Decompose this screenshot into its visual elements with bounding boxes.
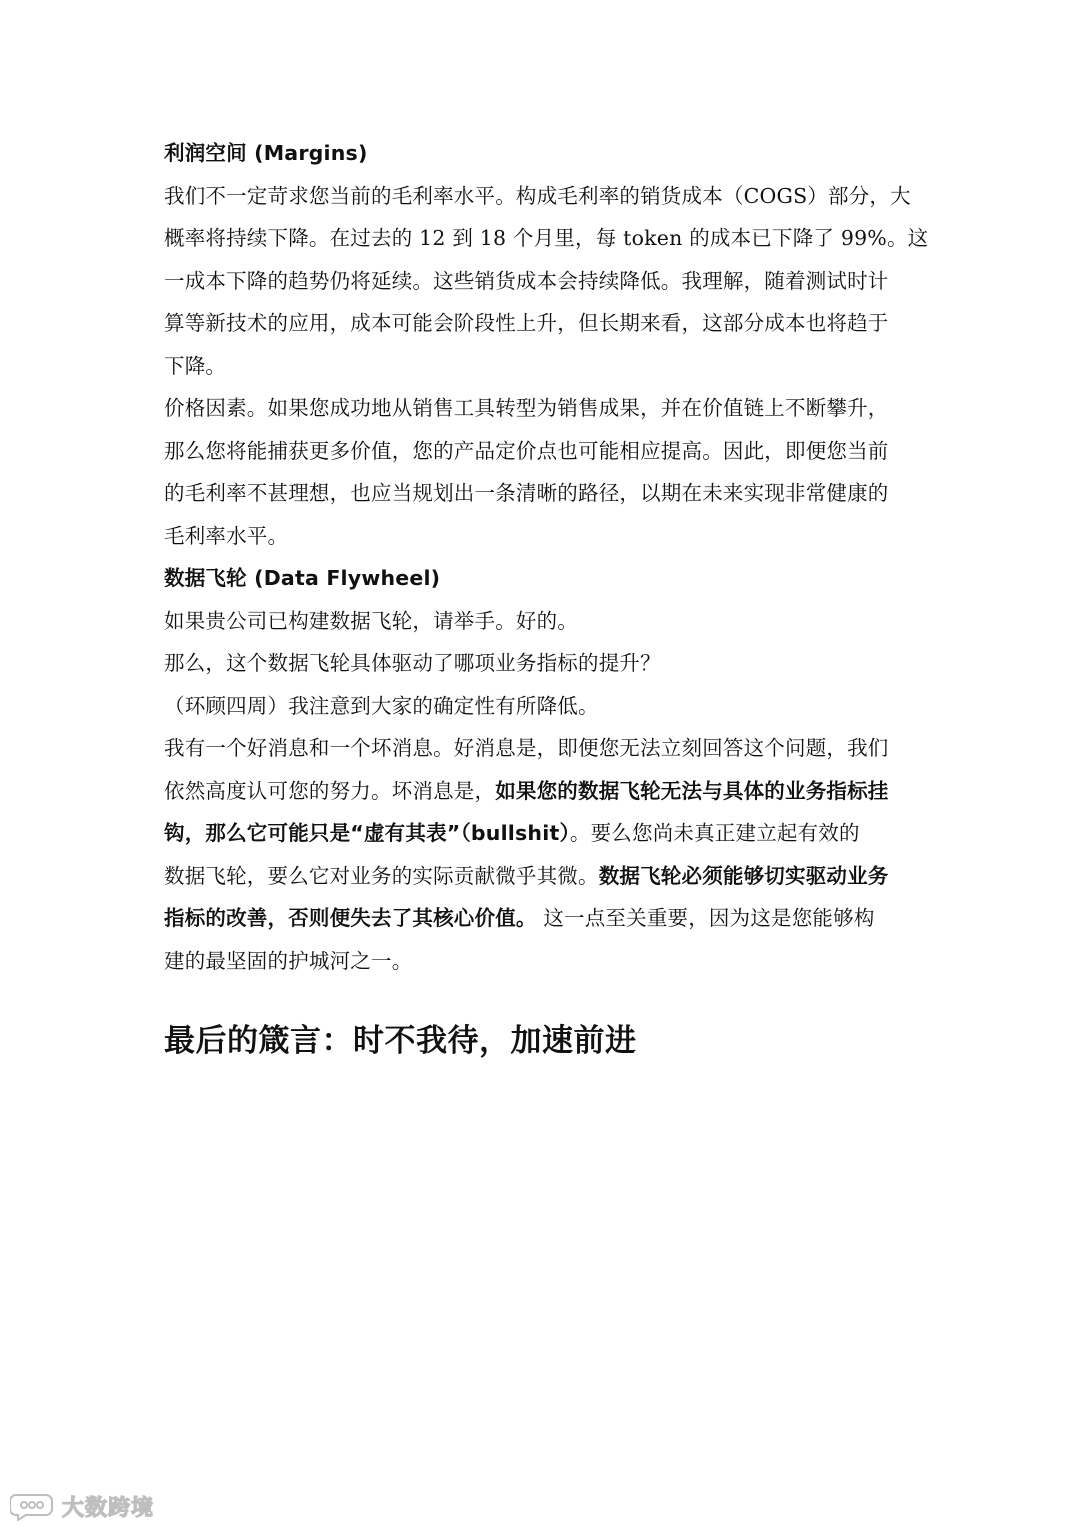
- paragraph-line-mixed: [164, 855, 924, 898]
- paragraph-line: 我们不一定苛求您当前的毛利率水平。构成毛利率的销货成本（COGS）部分，大: [164, 183, 911, 208]
- paragraph-line: 那么您将能捕获更多价值，您的产品定价点也可能相应提高。因此，即便您当前: [164, 438, 889, 463]
- watermark-text: 大数跨境: [62, 1495, 155, 1521]
- paragraph-line: 那么，这个数据飞轮具体驱动了哪项业务指标的提升？: [164, 651, 661, 675]
- paragraph-line-mixed: [164, 812, 924, 855]
- paragraph-line: 的毛利率不甚理想，也应当规划出一条清晰的路径，以期在未来实现非常健康的: [164, 481, 889, 505]
- document-page: [164, 132, 929, 1066]
- paragraph-line: 我有一个好消息和一个坏消息。好消息是，即便您无法立刻回答这个问题，我们: [164, 736, 889, 760]
- section-heading-margins: 利润空间 (Margins): [164, 141, 368, 165]
- paragraph-line: [164, 940, 924, 983]
- paragraph-line-mixed: [164, 897, 924, 940]
- section-heading-flywheel: 数据飞轮 (Data Flywheel): [164, 566, 441, 590]
- paragraph-line-mixed: [164, 770, 924, 813]
- paragraph-line: 概率将持续下降。在过去的 12 到 18 个月里，每 token 的成本已下降了 99%。这: [164, 226, 929, 250]
- final-heading: 最后的箴言：时不我待，加速前进: [164, 1023, 637, 1059]
- watermark: [10, 1490, 154, 1522]
- paragraph-line: 算等新技术的应用，成本可能会阶段性上升，但长期来看，这部分成本也将趋于: [164, 311, 889, 335]
- plain-text: 这一点至关重要，因为这是您能够构: [536, 906, 875, 930]
- bold-text: 如果您的数据飞轮无法与具体的业务指标挂: [495, 778, 889, 803]
- plain-text: 建的最坚固的护城河之一。: [164, 948, 413, 973]
- chat-bubble-logo-icon: [10, 1491, 56, 1521]
- paragraph-line: 价格因素。如果您成功地从销售工具转型为销售成果，并在价值链上不断攀升，: [164, 396, 889, 420]
- bold-text: 钩，那么它可能只是“虚有其表”（bullshit）: [164, 821, 570, 845]
- paragraph-line: 如果贵公司已构建数据飞轮，请举手。好的。: [164, 608, 578, 633]
- plain-text: 数据飞轮，要么它对业务的实际贡献微乎其微。: [164, 863, 599, 888]
- bold-text: 数据飞轮必须能够切实驱动业务: [598, 863, 889, 888]
- paragraph-line: 毛利率水平。: [164, 523, 289, 548]
- paragraph-line: 下降。: [164, 353, 227, 378]
- paragraph-line: 一成本下降的趋势仍将延续。这些销货成本会持续降低。我理解，随着测试时计: [164, 268, 889, 293]
- paragraph-line: （环顾四周）我注意到大家的确定性有所降低。: [164, 693, 599, 718]
- plain-text: 依然高度认可您的努力。坏消息是，: [164, 778, 496, 803]
- bold-text: 指标的改善，否则便失去了其核心价值。: [164, 906, 537, 930]
- plain-text: 。要么您尚未真正建立起有效的: [569, 821, 860, 845]
